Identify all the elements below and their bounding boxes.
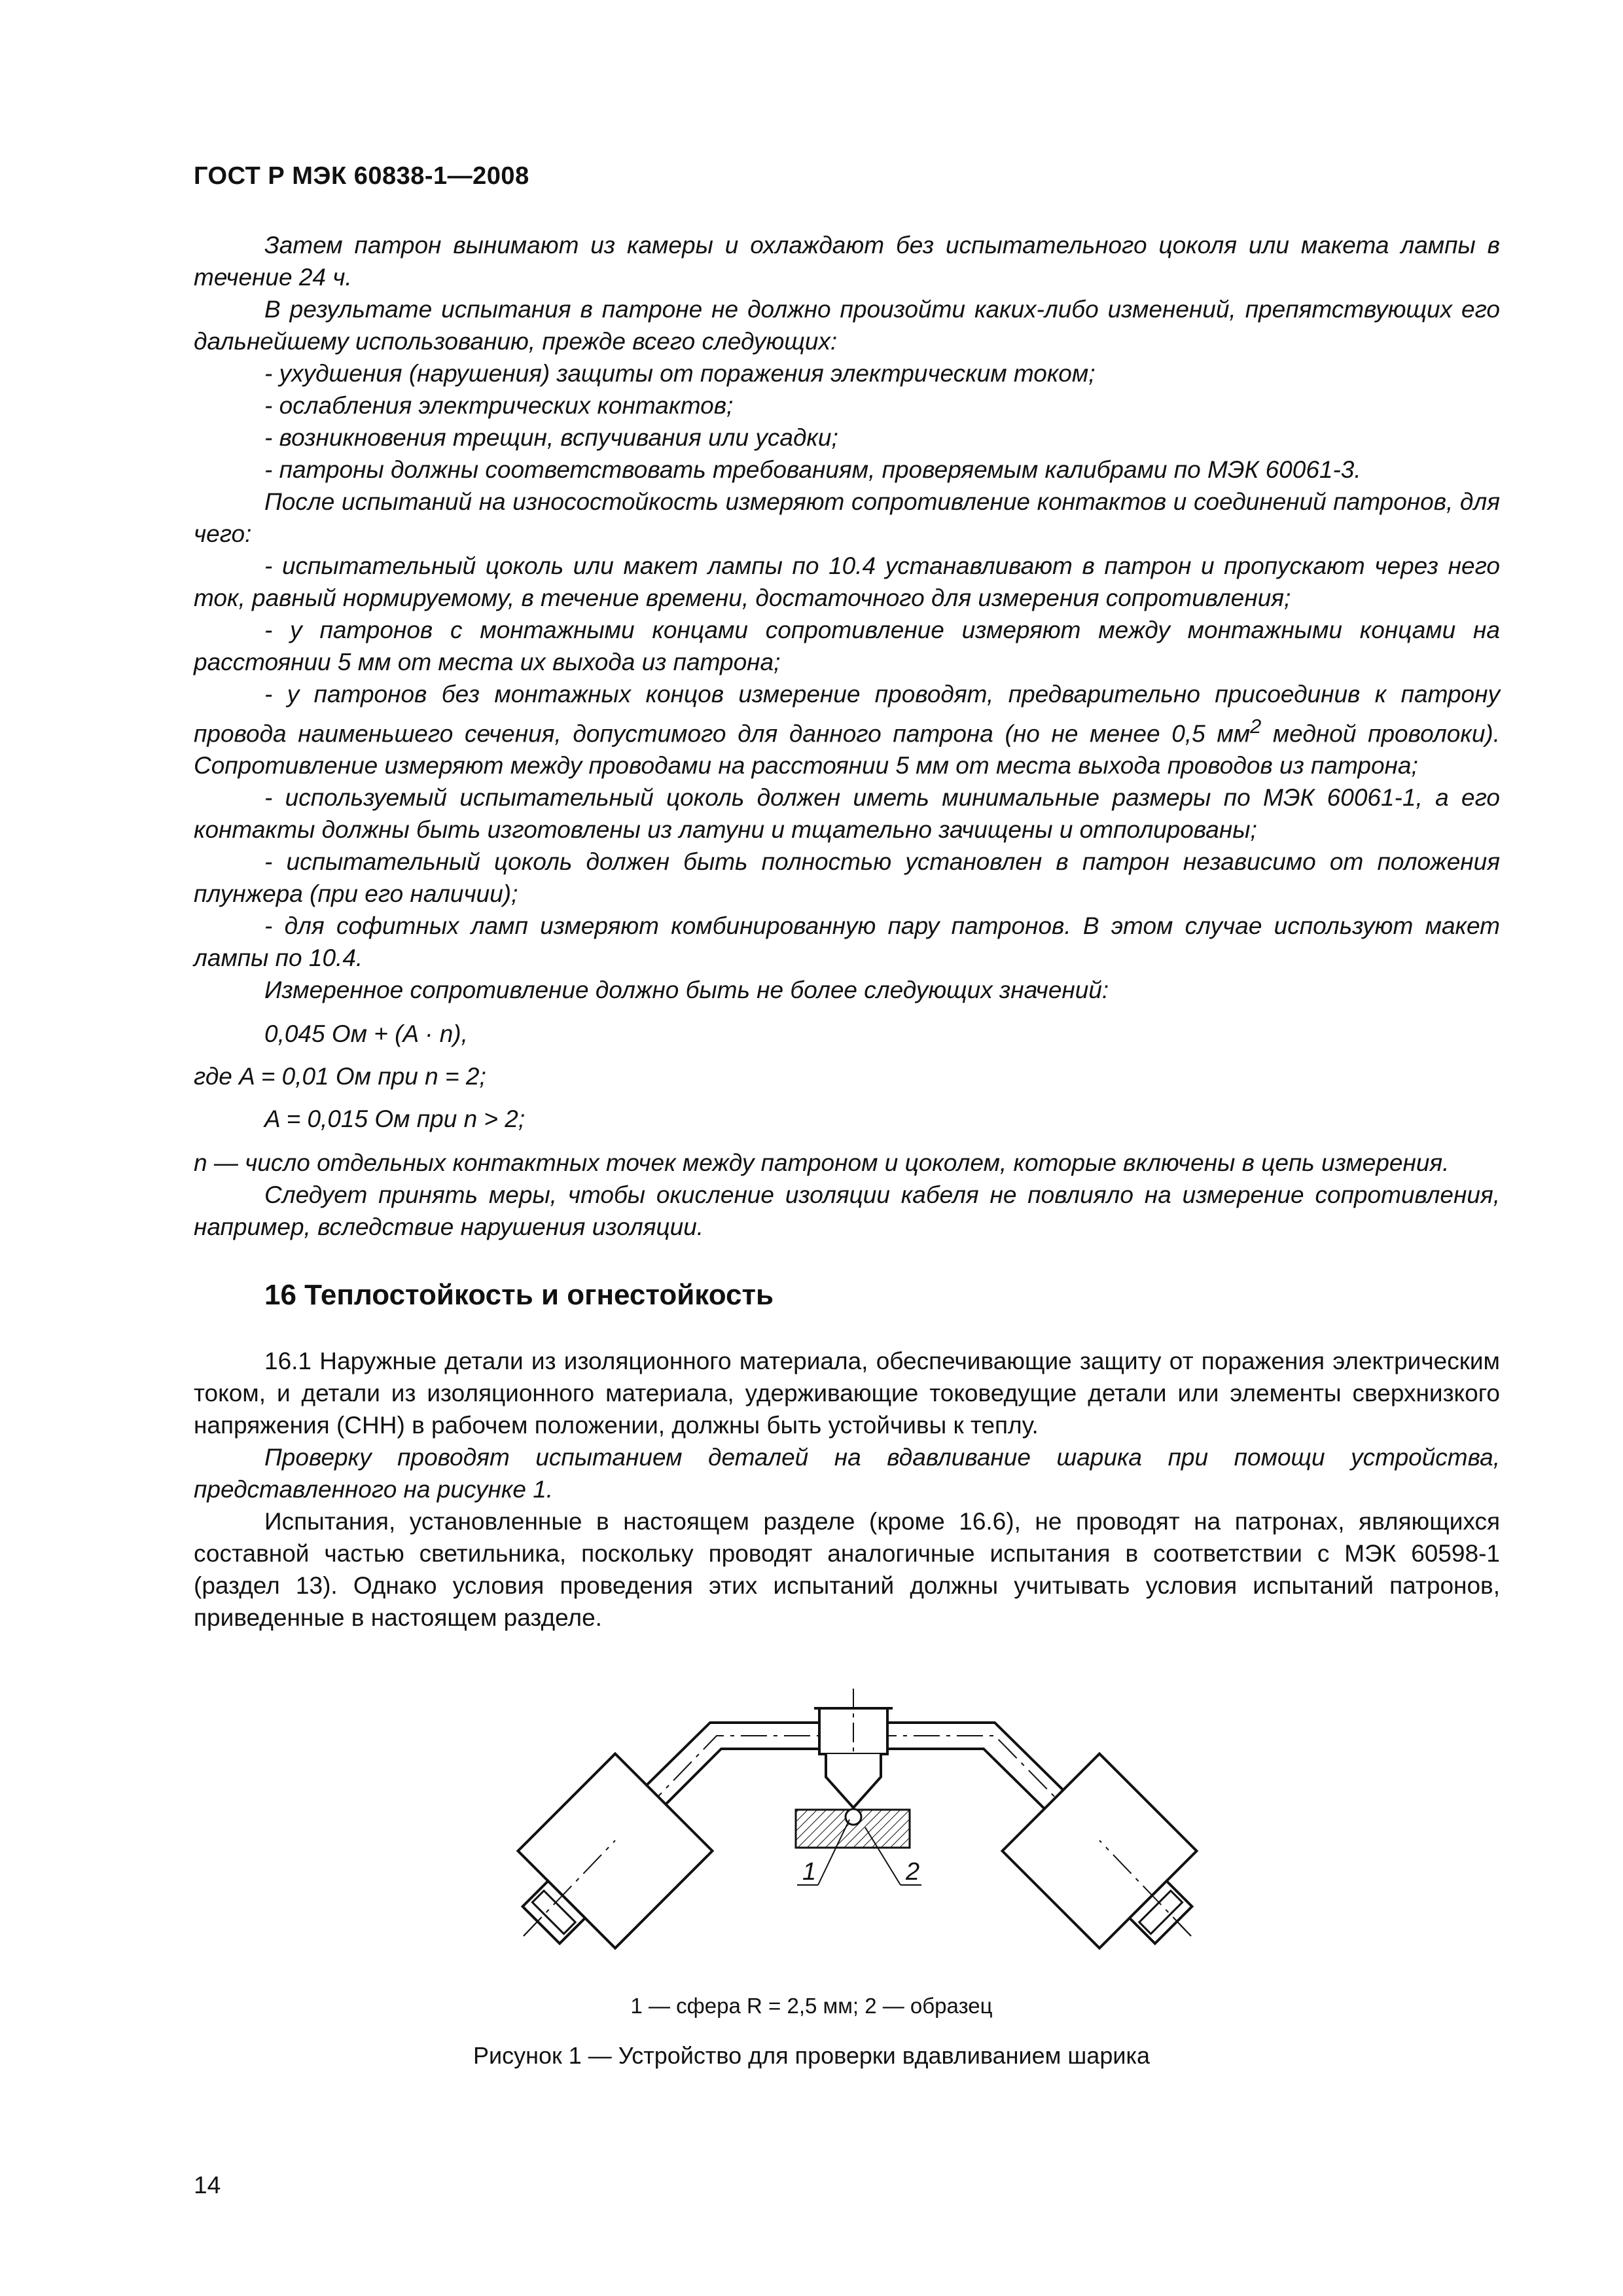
formula-where: A = 0,015 Ом при n > 2;	[264, 1105, 526, 1133]
formula: 0,045 Ом + (A · n),	[264, 1020, 468, 1048]
callout-label-2: 2	[906, 1858, 920, 1886]
right-weight	[1003, 1754, 1222, 1974]
paragraph: После испытаний на износостойкость измеряют сопротивление контактов и соединений патронов, для чего:	[194, 488, 1500, 547]
figure-legend: 1 — сфера R = 2,5 мм; 2 — образец	[630, 1994, 993, 2018]
list-item: - для софитных ламп измеряют комбинированную пару патронов. В этом случае используют макет лампы по 10.4.	[194, 912, 1500, 972]
figure-caption: Рисунок 1 — Устройство для проверки вдавливанием шарика	[473, 2042, 1150, 2069]
list-item: - испытательный цоколь должен быть полностью установлен в патрон независимо от положения плунжера (при его наличии);	[194, 848, 1500, 908]
paragraph: В результате испытания в патроне не должно произойти каких-либо изменений, препятствующих его дальнейшему использованию, прежде всего следующих:	[194, 296, 1500, 355]
paragraph: Затем патрон вынимают из камеры и охлаждают без испытательного цоколя или макета лампы в течение 24 ч.	[194, 232, 1500, 291]
list-item	[194, 678, 1500, 781]
superscript: 2	[1250, 715, 1262, 738]
list-item-text: медной проволоки). Сопротивление измеряют между проводами на расстоянии 5 мм от места выхода проводов из патрона;	[194, 720, 1500, 780]
list-item: - ухудшения (нарушения) защиты от поражения электрическим током;	[264, 360, 1096, 387]
list-item: - испытательный цоколь или макет лампы по 10.4 устанавливают в патрон и пропускают через него ток, равный нормируемому, в течение времени, достаточного для измерения сопротивления;	[194, 552, 1500, 611]
apparatus-drawing	[484, 1689, 1230, 1977]
figure-ball-pressure-apparatus	[484, 1689, 1230, 1977]
list-item-text: - у патронов без монтажных концов измерение проводят, предварительно присоединив к патрону провода наименьшего сечения, допустимого для данного патрона (но не менее 0,5 мм	[194, 681, 1500, 747]
paragraph: Проверку проводят испытанием деталей на вдавливание шарика при помощи устройства, представленного на рисунке 1.	[194, 1444, 1500, 1503]
list-item: - возникновения трещин, вспучивания или усадки;	[264, 424, 838, 451]
document-body	[194, 229, 1500, 1634]
left-weight	[493, 1754, 713, 1974]
list-item: - используемый испытательный цоколь должен иметь минимальные размеры по МЭК 60061-1, а его контакты должны быть изготовлены из латуни и тщательно зачищены и отполированы;	[194, 784, 1500, 844]
list-item: - патроны должны соответствовать требованиям, проверяемым калибрами по МЭК 60061-3.	[264, 456, 1361, 483]
paragraph: 16.1 Наружные детали из изоляционного материала, обеспечивающие защиту от поражения электрическим током, и детали из изоляционного материала, удерживающие токоведущие детали или элементы сверхнизкого напряжения (СНН) в рабочем положении, должны быть устойчивы к теплу.	[194, 1348, 1500, 1439]
callout-label-1: 1	[802, 1858, 817, 1886]
list-item: - ослабления электрических контактов;	[264, 392, 734, 419]
paragraph: Испытания, установленные в настоящем разделе (кроме 16.6), не проводят на патронах, являющихся составной частью светильника, поскольку проводят аналогичные испытания в соответствии с МЭК 60598-1 (раздел 13). Однако условия проведения этих испытаний должны учитывать условия испытаний патронов, приведенные в настоящем разделе.	[194, 1508, 1500, 1632]
document-header: ГОСТ Р МЭК 60838-1—2008	[194, 162, 529, 190]
paragraph: Следует принять меры, чтобы окисление изоляции кабеля не повлияло на измерение сопротивления, например, вследствие нарушения изоляции.	[194, 1181, 1500, 1241]
list-item: - у патронов с монтажными концами сопротивление измеряют между монтажными концами на расстоянии 5 мм от места их выхода из патрона;	[194, 617, 1500, 675]
paragraph: Измеренное сопротивление должно быть не более следующих значений:	[264, 977, 1109, 1004]
formula-where: где A = 0,01 Ом при n = 2;	[194, 1063, 486, 1090]
page-number: 14	[194, 2172, 221, 2198]
indenter-cone	[826, 1754, 881, 1808]
section-heading: 16 Теплостойкость и огнестойкость	[264, 1279, 774, 1312]
formula-definition: n — число отдельных контактных точек между патроном и цоколем, которые включены в цепь измерения.	[194, 1149, 1450, 1177]
